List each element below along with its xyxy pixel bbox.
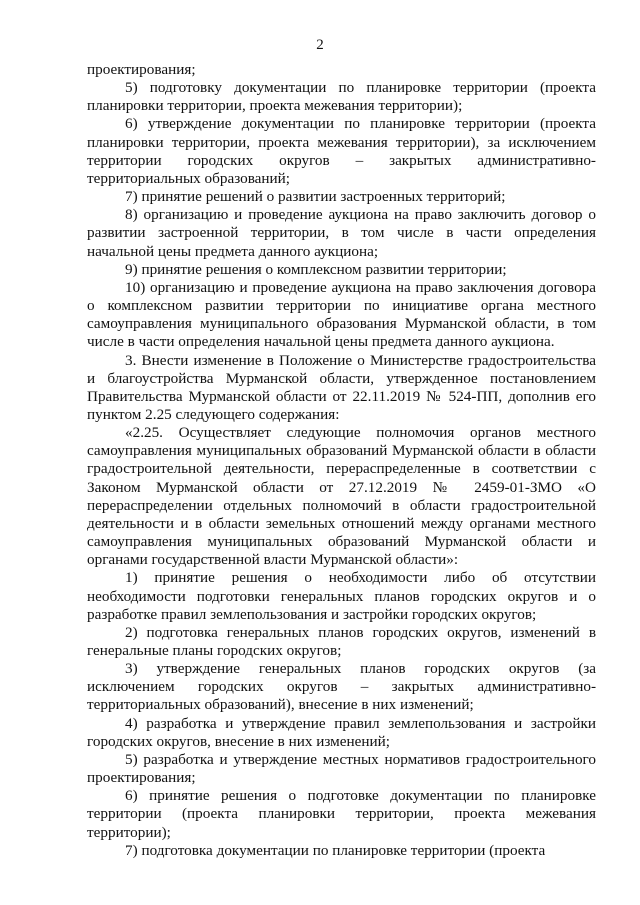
paragraph: 9) принятие решения о комплексном развитии территории; xyxy=(125,260,507,278)
paragraph: 8) организацию и проведение аукциона на право заключить договор о развитии застроенной территории, в том числе в части определения начальной цены предмета данного аукциона; xyxy=(87,206,596,260)
paragraph: 3. Внести изменение в Положение о Министерстве градостроительства и благоустройства Мурманской области, утвержденное постановлением Правительства Мурманской области от 22.11.2019 № 524-ПП, дополнив его пунктом 2.25 следующего содержания: xyxy=(87,351,596,423)
paragraph: проектирования; xyxy=(87,61,196,78)
paragraph: 7) принятие решений о развитии застроенных территорий; xyxy=(125,188,506,206)
paragraph: 6) утверждение документации по планировке территории (проекта планировки территории, проекта межевания территории), за исключением территории городских округов – закрытых административно-территориальных образований; xyxy=(87,115,596,187)
paragraph: 5) подготовку документации по планировке территории (проекта планировки территории, проекта межевания территории); xyxy=(87,79,596,115)
paragraph: 5) разработка и утверждение местных нормативов градостроительного проектирования; xyxy=(87,750,596,787)
paragraph: 4) разработка и утверждение правил землепользования и застройки городских округов, внесение в них изменений; xyxy=(87,714,596,750)
paragraph: 10) организацию и проведение аукциона на право заключения договора о комплексном развитии территории по инициативе органа местного самоуправления муниципального образования Мурманской области, в том числе в части определения начальной цены предмета данного аукциона. xyxy=(87,278,596,351)
document-body xyxy=(87,61,596,860)
paragraph: 7) подготовка документации по планировке территории (проекта xyxy=(125,841,546,859)
page-number: 2 xyxy=(316,37,324,53)
paragraph: «2.25. Осуществляет следующие полномочия органов местного самоуправления муниципальных образований Мурманской области в области градостроительной деятельности, перераспределенные в соответствии с Законом Мурманской области от 27.12.2019 № 2459-01-ЗМО «О перераспределении отдельных полномочий в области градостроительной деятельности и в области земельных отношений между органами местного самоуправления муниципальных образований Мурманской области и органами государственной власти Мурманской области»: xyxy=(87,424,596,569)
paragraph: 3) утверждение генеральных планов городских округов (за исключением городских округов – закрытых административно-территориальных образований), внесение в них изменений; xyxy=(87,660,596,714)
paragraph: 2) подготовка генеральных планов городских округов, изменений в генеральные планы городских округов; xyxy=(87,623,596,659)
paragraph: 1) принятие решения о необходимости либо об отсутствии необходимости подготовки генеральных планов городских округов и о разработке правил землепользования и застройки городских округов; xyxy=(87,569,596,623)
paragraph: 6) принятие решения о подготовке документации по планировке территории (проекта планировки территории, проекта межевания территории); xyxy=(87,787,596,841)
